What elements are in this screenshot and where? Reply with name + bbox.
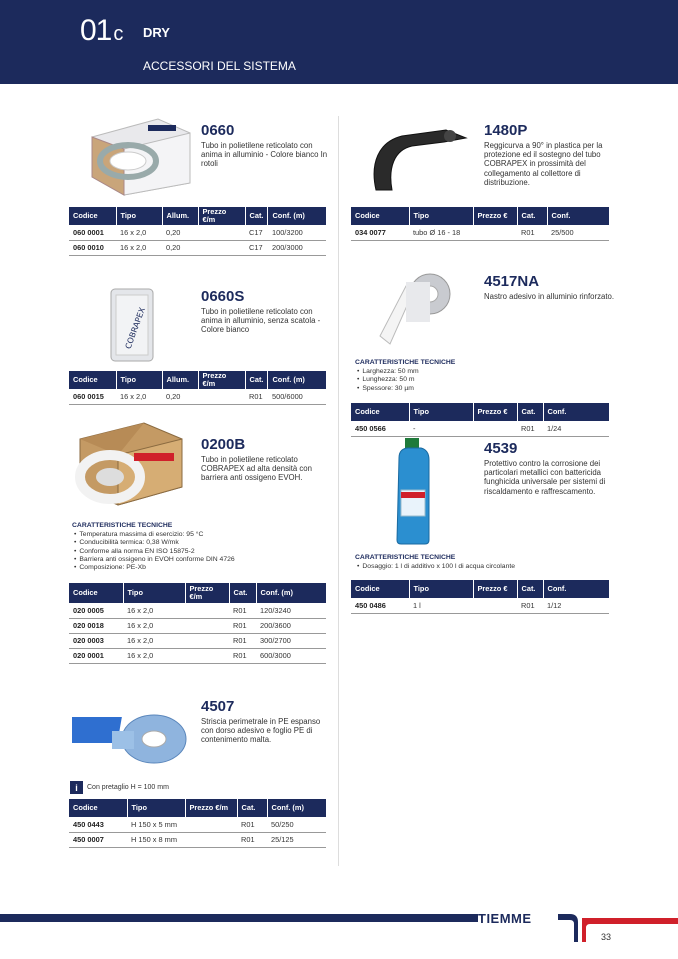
col-header: Prezzo €/m xyxy=(198,207,245,225)
product-note-4507: i Con pretaglio H = 100 mm xyxy=(70,781,169,794)
table-row: 020 0001 16 x 2,0 R01 600/3000 xyxy=(69,648,326,663)
product-description: Tubo in polietilene reticolato con anima in alluminio, senza scatola - Colore bianco xyxy=(201,307,321,335)
column-divider xyxy=(338,116,339,866)
product-0200b xyxy=(201,436,331,483)
product-description: Tubo in polietilene reticolato COBRAPEX ad alta densità con barriera anti ossigeno EVOH. xyxy=(201,455,312,483)
product-image-0660 xyxy=(88,115,193,197)
product-0660 xyxy=(201,122,331,169)
brand-logo: TIEMME xyxy=(478,911,532,926)
product-code: 0200B xyxy=(201,436,246,453)
product-table-4507: Codice Tipo Prezzo €/m Cat. Conf. (m) 450 0443 H 150 x 5 mm R01 50/250 450 0007 H 150 x 8 mm R01 25/125 xyxy=(69,799,326,848)
product-description: Tubo in polietilene reticolato con anima in alluminio - Colore bianco In rotoli xyxy=(201,141,328,169)
product-image-4539 xyxy=(393,436,433,546)
table-row: 450 0443 H 150 x 5 mm R01 50/250 xyxy=(69,817,326,832)
technical-specs-0200b: CARATTERISTICHE TECNICHE • Temperatura massima di esercizio: 95 °C • Conducibilità termica: 0,38 W/mk • Conforme alla norma EN ISO 15875-2 • Barriera anti ossigeno in EVOH conforme DIN 4726 • Composizione: PE-Xb xyxy=(72,522,332,572)
spec-item: • Conducibilità termica: 0,38 W/mk xyxy=(80,539,332,547)
table-row: 060 0015 16 x 2,0 0,20 R01 500/6000 xyxy=(69,389,326,404)
table-row: 020 0018 16 x 2,0 R01 200/3600 xyxy=(69,618,326,633)
section-number: 01 c xyxy=(80,14,123,47)
product-image-4507 xyxy=(72,705,188,767)
product-description: Nastro adesivo in alluminio rinforzato. xyxy=(484,292,615,301)
col-header: Cat. xyxy=(245,207,268,225)
product-code: 4539 xyxy=(484,440,518,457)
spec-item: • Composizione: PE-Xb xyxy=(80,564,332,572)
technical-specs-4517na: CARATTERISTICHE TECNICHE • Larghezza: 50 mm • Lunghezza: 50 m • Spessore: 30 µm xyxy=(355,359,555,393)
table-row: 020 0003 16 x 2,0 R01 300/2700 xyxy=(69,633,326,648)
product-table-0660s: Codice Tipo Allum. Prezzo €/m Cat. Conf. (m) 060 0015 16 x 2,0 0,20 R01 500/6000 xyxy=(69,371,326,405)
product-table-4517na: Codice Tipo Prezzo € Cat. Conf. 450 0566 - R01 1/24 xyxy=(351,403,609,437)
product-image-4517na xyxy=(376,270,454,350)
product-image-1480p xyxy=(362,124,474,196)
product-4507 xyxy=(201,698,331,745)
product-table-0200b: Codice Tipo Prezzo €/m Cat. Conf. (m) 020 0005 16 x 2,0 R01 120/3240 020 0018 16 x 2,0 R01 200/3600 020 0003 16 x 2,0 R01 300/2700 020 0001 16 x 2,0 R01 600/3000 xyxy=(69,583,326,664)
spec-item: • Spessore: 30 µm xyxy=(363,385,555,393)
page-header xyxy=(0,0,678,84)
product-image-0200b xyxy=(74,405,186,513)
product-4517na xyxy=(484,273,614,301)
product-code: 4507 xyxy=(201,698,235,715)
col-header: Codice xyxy=(69,207,116,225)
info-icon: i xyxy=(70,781,83,794)
table-row: 034 0077 tubo Ø 16 - 18 R01 25/500 xyxy=(351,225,609,240)
table-row: 450 0486 1 l R01 1/12 xyxy=(351,598,609,613)
svg-text:COBRAPEX: COBRAPEX xyxy=(123,306,147,351)
product-table-4539: Codice Tipo Prezzo € Cat. Conf. 450 0486 1 l R01 1/12 xyxy=(351,580,609,614)
product-0660s xyxy=(201,288,331,335)
product-1480p xyxy=(484,122,614,187)
page-number: 33 xyxy=(601,932,612,942)
technical-specs-4539: CARATTERISTICHE TECNICHE • Dosaggio: 1 l di additivo x 100 l di acqua circolante xyxy=(355,554,615,571)
table-row: 450 0007 H 150 x 8 mm R01 25/125 xyxy=(69,832,326,847)
col-header: Conf. (m) xyxy=(268,207,326,225)
section-subtitle: ACCESSORI DEL SISTEMA xyxy=(143,59,296,73)
table-row: 020 0005 16 x 2,0 R01 120/3240 xyxy=(69,603,326,618)
footer-bar xyxy=(0,914,478,922)
product-description: Striscia perimetrale in PE espanso con dorso adesivo e foglio PE di contenimento malta. xyxy=(201,717,321,745)
spec-item: • Temperatura massima di esercizio: 95 °C xyxy=(80,531,332,539)
spec-item: • Conforme alla norma EN ISO 15875-2 xyxy=(80,548,332,556)
product-code: 0660S xyxy=(201,288,245,305)
table-row: 060 0001 16 x 2,0 0,20 C17 100/3200 xyxy=(69,225,326,240)
product-code: 1480P xyxy=(484,122,528,139)
product-table-0660 xyxy=(69,207,326,256)
product-table-1480p: Codice Tipo Prezzo € Cat. Conf. 034 0077 tubo Ø 16 - 18 R01 25/500 xyxy=(351,207,609,241)
product-image-0660s xyxy=(108,283,156,365)
col-header: Tipo xyxy=(116,207,162,225)
col-header: Allum. xyxy=(162,207,198,225)
table-row: 450 0566 - R01 1/24 xyxy=(351,421,609,436)
product-code: 4517NA xyxy=(484,273,540,290)
product-code: 0660 xyxy=(201,122,235,139)
spec-item: • Barriera anti ossigeno in EVOH conforme DIN 4726 xyxy=(80,556,332,564)
product-description: Reggicurva a 90° in plastica per la protezione ed il sostegno del tubo COBRAPEX in prossimità del collegamento al collettore di distribuzione. xyxy=(484,141,603,187)
section-title: DRY xyxy=(143,25,170,40)
spec-item: • Dosaggio: 1 l di additivo x 100 l di acqua circolante xyxy=(363,563,615,571)
spec-item: • Lunghezza: 50 m xyxy=(363,376,555,384)
product-description: Protettivo contro la corrosione dei particolari metallici con battericida funghicida universale per sistemi di riscaldamento e raffrescamento. xyxy=(484,459,606,496)
footer-swoosh-icon xyxy=(558,912,678,944)
table-row: 060 0010 16 x 2,0 0,20 C17 200/3000 xyxy=(69,240,326,255)
spec-item: • Larghezza: 50 mm xyxy=(363,368,555,376)
product-4539 xyxy=(484,440,614,496)
